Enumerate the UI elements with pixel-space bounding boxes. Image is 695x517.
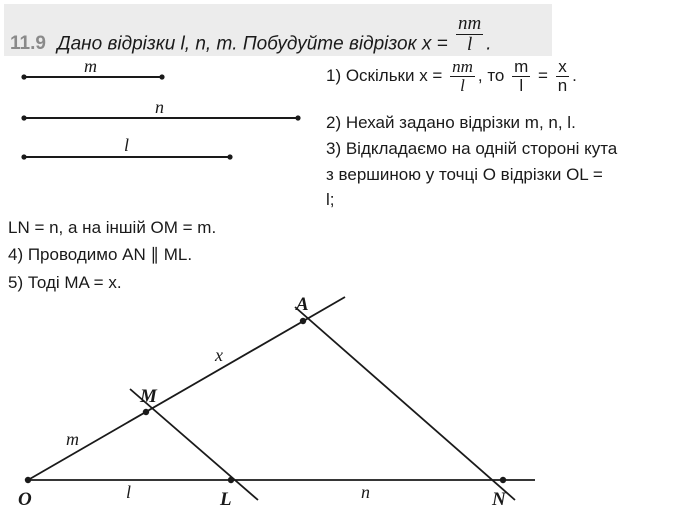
segment-OL-label: l bbox=[126, 482, 132, 502]
problem-number: 11.9 bbox=[10, 33, 46, 55]
point-O-label: O bbox=[18, 489, 32, 510]
fraction-denominator: n bbox=[557, 75, 568, 95]
segment-MA-label: x bbox=[215, 345, 223, 365]
point-N-label: N bbox=[492, 489, 506, 510]
point-M-dot bbox=[143, 409, 149, 415]
segment-m bbox=[21, 56, 164, 80]
point-A-dot bbox=[300, 318, 306, 324]
point-N-dot bbox=[500, 477, 506, 483]
fraction-denominator: l bbox=[460, 75, 465, 95]
segment-n-label: n bbox=[155, 97, 164, 117]
line-AN bbox=[295, 307, 515, 500]
step-3-line-4: LN = n, а на іншій OM = m. bbox=[8, 218, 217, 237]
step-5: 5) Тоді MA = x. bbox=[8, 273, 122, 292]
segment-l bbox=[21, 135, 232, 160]
step-1-text: 1) Оскільки x = bbox=[326, 65, 443, 85]
step-1-fraction-x-n bbox=[556, 58, 569, 95]
point-A-label: A bbox=[296, 294, 309, 315]
point-L-dot bbox=[228, 477, 234, 483]
fraction-denominator: l bbox=[519, 75, 524, 95]
fraction-numerator: m bbox=[514, 57, 529, 76]
problem-fraction-numerator: nm bbox=[457, 13, 482, 34]
problem-text: Дано відрізки l, n, m. Побудуйте відрізок x = bbox=[57, 33, 448, 55]
step-4: 4) Проводимо AN ∥ ML. bbox=[8, 245, 193, 264]
construction-diagram bbox=[0, 285, 695, 517]
point-O-dot bbox=[25, 477, 31, 483]
step-3-line-2: з вершиною у точці O відрізки OL = bbox=[326, 165, 603, 184]
fraction-numerator: nm bbox=[452, 57, 473, 76]
equals-sign: = bbox=[538, 65, 548, 85]
step-3-line-3: l; bbox=[326, 190, 335, 209]
point-L-label: L bbox=[220, 489, 232, 510]
slanted-ray bbox=[28, 297, 345, 480]
problem-fraction-denominator: l bbox=[466, 33, 473, 55]
fraction-numerator: x bbox=[556, 58, 569, 77]
problem-fraction bbox=[456, 14, 483, 55]
step-3-line-1: 3) Відкладаємо на одній стороні кута bbox=[326, 139, 618, 158]
segment-OM-label: m bbox=[66, 429, 79, 449]
segment-n bbox=[21, 97, 300, 121]
segment-LN-label: n bbox=[361, 482, 370, 502]
step-1 bbox=[326, 58, 577, 95]
step-1-fraction-m-l bbox=[512, 58, 530, 95]
given-segments bbox=[0, 0, 320, 175]
problem-suffix: . bbox=[486, 33, 492, 55]
segment-l-label: l bbox=[124, 135, 130, 155]
step-1-connector: , то bbox=[477, 65, 505, 85]
point-M-label: M bbox=[140, 386, 157, 407]
segment-m-label: m bbox=[84, 56, 97, 76]
step-2: 2) Нехай задано відрізки m, n, l. bbox=[326, 113, 576, 132]
step-1-end: . bbox=[572, 65, 577, 85]
step-1-fraction-nm-l bbox=[450, 58, 475, 95]
